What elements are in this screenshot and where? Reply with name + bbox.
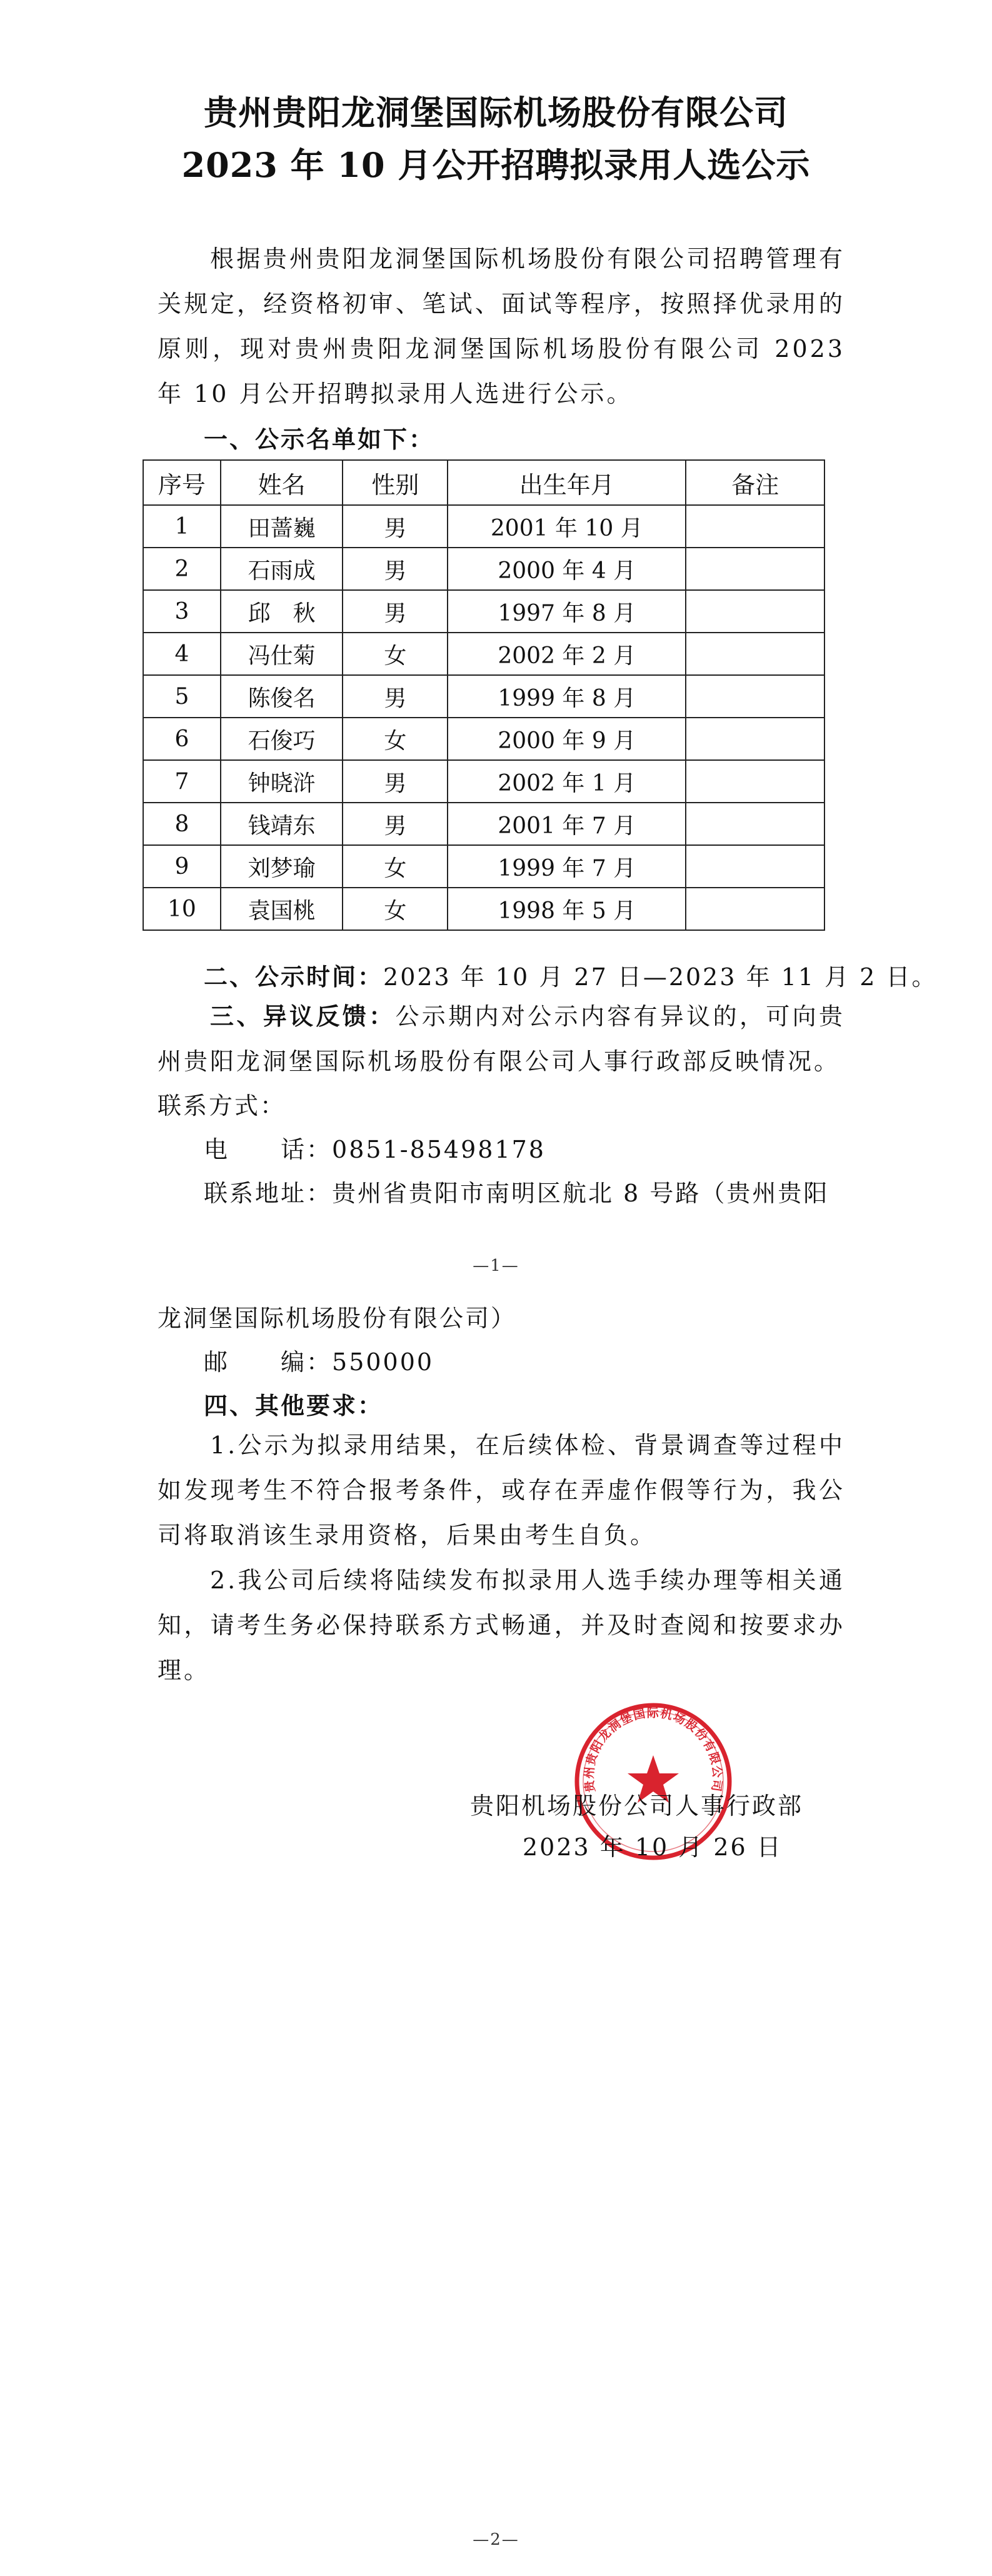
cell-remark: [686, 760, 824, 803]
cell-no: 7: [143, 760, 221, 803]
cell-remark: [686, 505, 824, 548]
table-row: [143, 760, 824, 803]
cell-name: 冯仕菊: [221, 633, 343, 675]
cell-gender: 女: [343, 888, 448, 930]
cell-name: 石雨成: [221, 548, 343, 590]
table-row: [143, 803, 824, 845]
section1-heading: 一、公示名单如下：: [204, 426, 435, 453]
page-number-1: —1—: [473, 1256, 519, 1275]
page-number-2: —2—: [473, 2530, 519, 2549]
header-birth: 出生年月: [448, 460, 686, 505]
cell-birth: 1998 年 5 月: [448, 888, 686, 930]
table-row: [143, 845, 824, 888]
cell-gender: 女: [343, 845, 448, 888]
cell-remark: [686, 633, 824, 675]
cell-birth: 1999 年 8 月: [448, 675, 686, 718]
address-continued: 龙洞堡国际机场股份有限公司）: [158, 1305, 517, 1332]
section4-item1: 1.公示为拟录用结果，在后续体检、背景调查等过程中如发现考生不符合报考条件，或存在弄虚作假等行为，我公司将取消该生录用资格，后果由考生自负。: [158, 1431, 845, 1549]
cell-birth: 2001 年 7 月: [448, 803, 686, 845]
cell-remark: [686, 888, 824, 930]
cell-remark: [686, 803, 824, 845]
phone-number: 0851-85498178: [332, 1136, 546, 1163]
cell-gender: 男: [343, 675, 448, 718]
cell-remark: [686, 548, 824, 590]
cell-birth: 1997 年 8 月: [448, 590, 686, 633]
postcode-value: 550000: [332, 1348, 434, 1376]
section2-heading: 二、公示时间：: [204, 963, 384, 991]
cell-gender: 男: [343, 803, 448, 845]
cell-remark: [686, 590, 824, 633]
table-row: [143, 718, 824, 760]
cell-gender: 男: [343, 505, 448, 548]
table-row: [143, 888, 824, 930]
contact-label: 联系方式：: [158, 1092, 286, 1120]
header-no: 序号: [143, 460, 221, 505]
cell-birth: 2001 年 10 月: [448, 505, 686, 548]
cell-name: 石俊巧: [221, 718, 343, 760]
cell-no: 4: [143, 633, 221, 675]
cell-remark: [686, 675, 824, 718]
cell-no: 3: [143, 590, 221, 633]
cell-birth: 2002 年 2 月: [448, 633, 686, 675]
table-row: [143, 675, 824, 718]
cell-no: 8: [143, 803, 221, 845]
cell-no: 10: [143, 888, 221, 930]
cell-gender: 男: [343, 590, 448, 633]
seal-text: 贵州贵阳龙洞堡国际机场股份有限公司: [582, 1706, 724, 1793]
cell-remark: [686, 718, 824, 760]
table-row: [143, 590, 824, 633]
cell-gender: 女: [343, 633, 448, 675]
address-label: 联系地址：: [204, 1180, 333, 1207]
cell-name: 钱靖东: [221, 803, 343, 845]
cell-name: 刘梦瑜: [221, 845, 343, 888]
cell-name: 邱 秋: [221, 590, 343, 633]
section2: [204, 958, 938, 992]
intro-paragraph: 根据贵州贵阳龙洞堡国际机场股份有限公司招聘管理有关规定，经资格初审、笔试、面试等程序，按照择优录用的原则，现对贵州贵阳龙洞堡国际机场股份有限公司 2023 年 10 月公开招聘拟录用人选进行公示。: [158, 245, 845, 408]
header-name: 姓名: [221, 460, 343, 505]
phone-line: [204, 1130, 891, 1165]
cell-birth: 2000 年 9 月: [448, 718, 686, 760]
cell-no: 6: [143, 718, 221, 760]
candidate-table: [143, 459, 825, 931]
signature-date: 2023 年 10 月 26 日: [523, 1833, 783, 1861]
postcode-line: [204, 1343, 891, 1377]
section3-paragraph: [158, 994, 845, 1084]
cell-no: 2: [143, 548, 221, 590]
table-row: [143, 505, 824, 548]
cell-name: 钟晓浒: [221, 760, 343, 803]
document-title-line1: 贵州贵阳龙洞堡国际机场股份有限公司: [204, 93, 788, 133]
section2-text: 2023 年 10 月 27 日—2023 年 11 月 2 日。: [383, 963, 938, 991]
cell-gender: 男: [343, 760, 448, 803]
address-part1: 贵州省贵阳市南明区航北 8 号路（贵州贵阳: [332, 1180, 829, 1207]
cell-no: 1: [143, 505, 221, 548]
signature-department: 贵阳机场股份公司人事行政部: [470, 1792, 804, 1820]
cell-gender: 男: [343, 548, 448, 590]
cell-name: 田蔷巍: [221, 505, 343, 548]
cell-remark: [686, 845, 824, 888]
cell-birth: 1999 年 7 月: [448, 845, 686, 888]
table-row: [143, 633, 824, 675]
postcode-label: 邮 编：: [204, 1348, 333, 1376]
section4-heading: 四、其他要求：: [204, 1392, 384, 1420]
cell-no: 9: [143, 845, 221, 888]
header-gender: 性别: [343, 460, 448, 505]
section3-text: 公示期内对公示内容有异议的，可向贵州贵阳龙洞堡国际机场股份有限公司人事行政部反映情况。: [158, 1003, 845, 1075]
cell-name: 袁国桃: [221, 888, 343, 930]
cell-name: 陈俊名: [221, 675, 343, 718]
cell-gender: 女: [343, 718, 448, 760]
section3-heading: 三、异议反馈：: [210, 1003, 396, 1030]
cell-birth: 2002 年 1 月: [448, 760, 686, 803]
document-title-line2: 2023 年 10 月公开招聘拟录用人选公示: [181, 145, 811, 185]
table-row: [143, 548, 824, 590]
cell-no: 5: [143, 675, 221, 718]
section4-item2: 2.我公司后续将陆续发布拟录用人选手续办理等相关通知，请考生务必保持联系方式畅通，并及时查阅和按要求办理。: [158, 1566, 845, 1684]
address-line: [204, 1174, 891, 1208]
header-remark: 备注: [686, 460, 824, 505]
cell-birth: 2000 年 4 月: [448, 548, 686, 590]
table-header-row: [143, 460, 824, 505]
phone-label: 电 话：: [204, 1136, 333, 1163]
